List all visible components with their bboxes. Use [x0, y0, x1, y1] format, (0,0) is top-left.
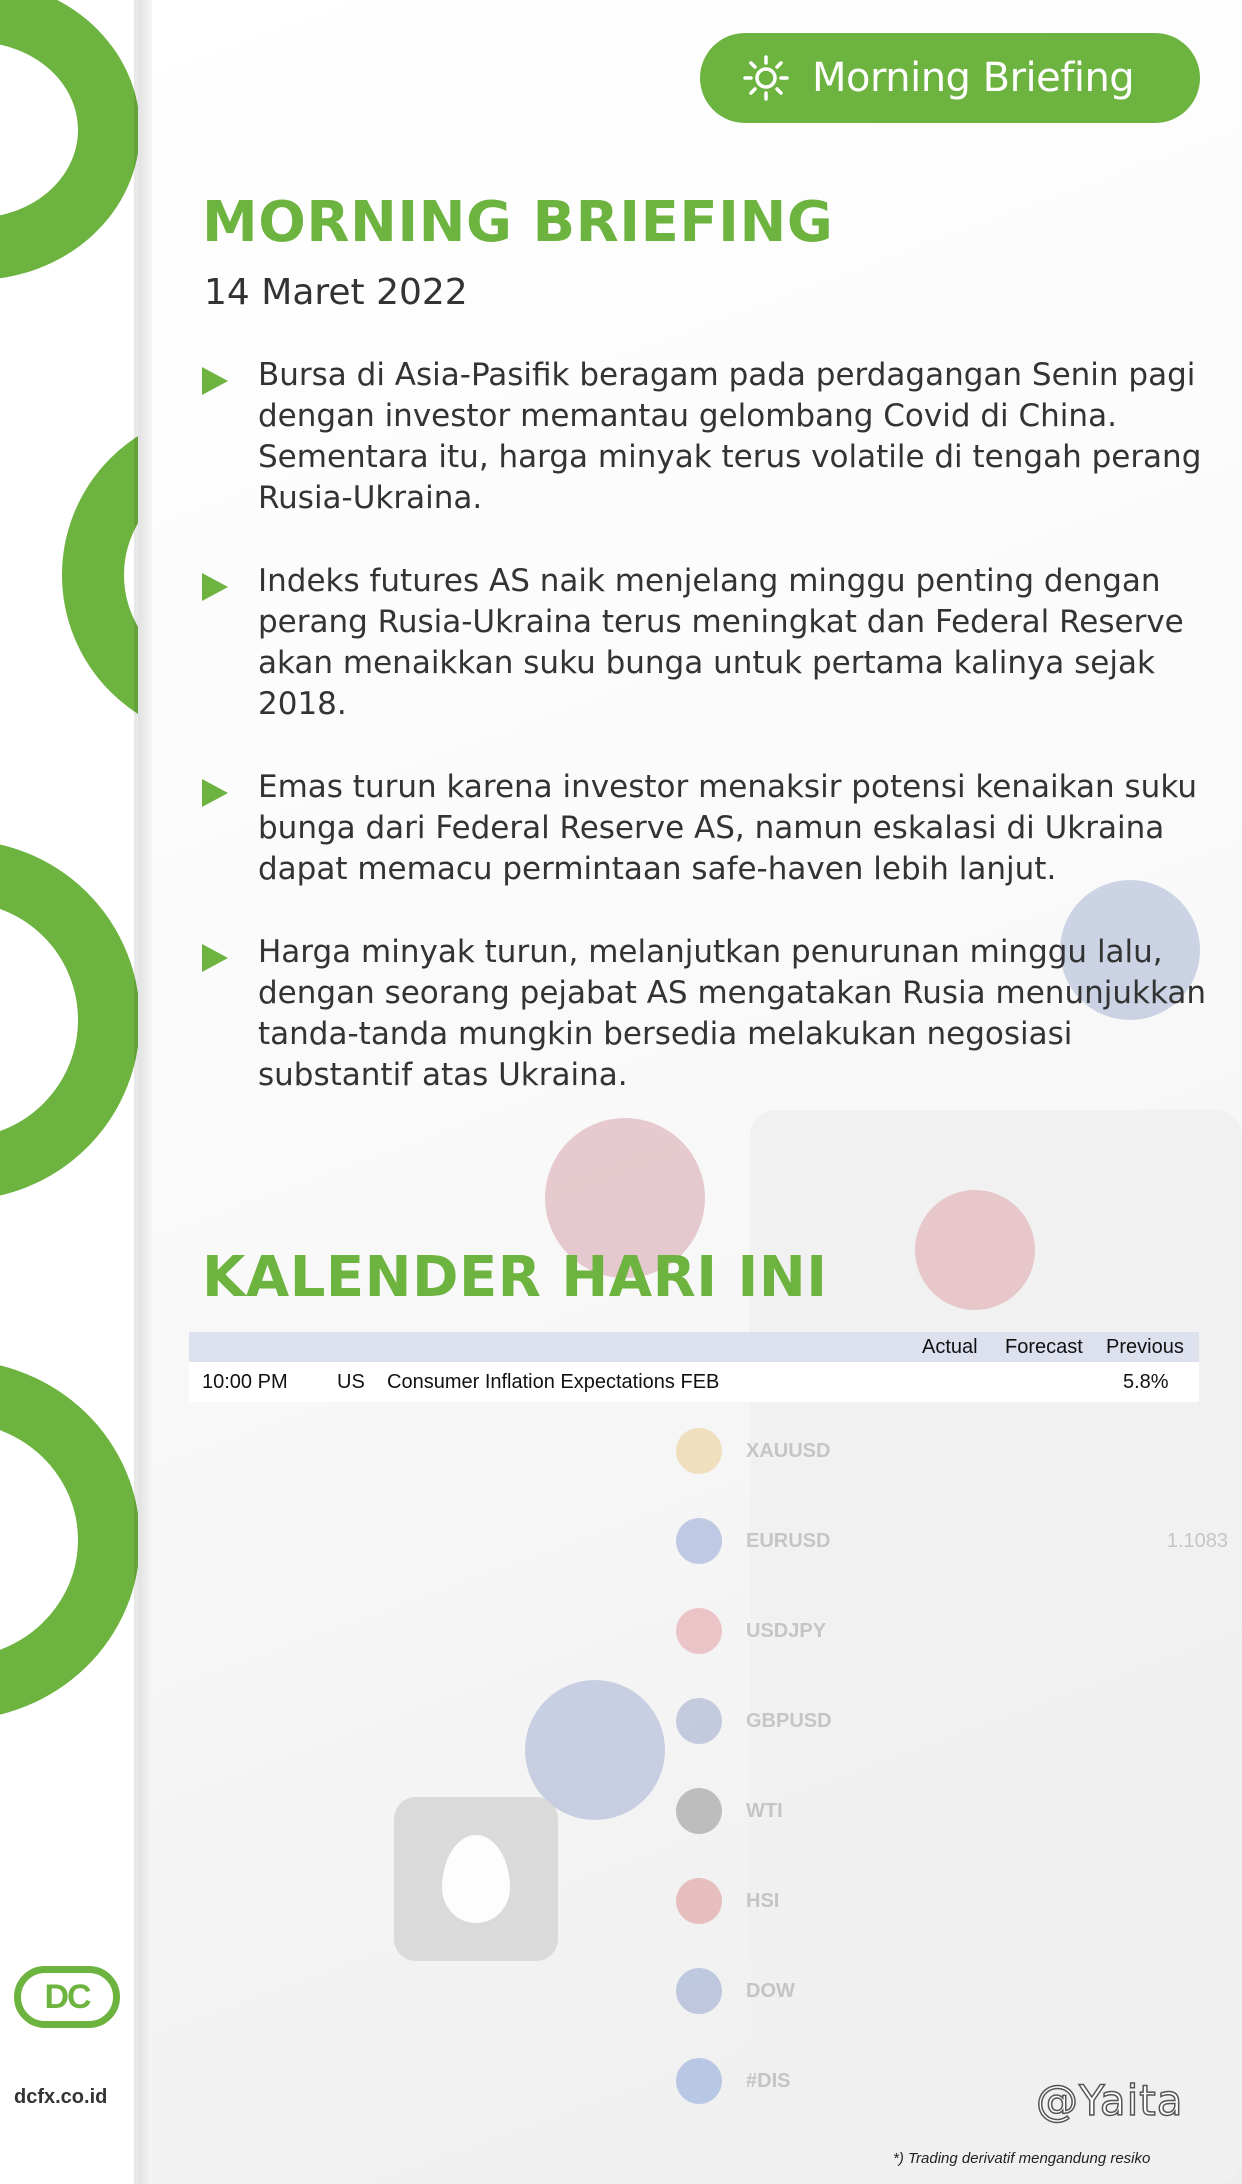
- uk-flag-icon: [676, 1698, 722, 1744]
- decorative-arc: [0, 1360, 138, 1720]
- ghost-quote-row: [676, 1496, 1242, 1586]
- column-header-previous: Previous: [1106, 1336, 1184, 1358]
- event-country: US: [337, 1371, 365, 1393]
- news-bullet-list: [202, 355, 1212, 1138]
- badge-label: Morning Briefing: [812, 55, 1135, 101]
- ghost-quote-symbol: HSI: [746, 1889, 780, 1912]
- column-header-actual: Actual: [922, 1336, 978, 1358]
- ghost-quote-row: [676, 1946, 1242, 2036]
- ghost-quote-row: [676, 1586, 1242, 1676]
- news-bullet-text: Emas turun karena investor menaksir potensi kenaikan suku bunga dari Federal Reserve AS, namun eskalasi di Ukraina dapat memacu permintaan safe-haven lebih lanjut.: [258, 769, 1197, 887]
- news-bullet: [202, 355, 1212, 519]
- oil-drop-tile: [394, 1797, 558, 1961]
- dcfx-logo: [14, 1966, 120, 2028]
- ghost-quote-symbol: EURUSD: [746, 1529, 831, 1552]
- ghost-quote-row: [676, 1766, 1242, 1856]
- calendar-header-row: [189, 1332, 1199, 1362]
- ghost-quote-symbol: GBPUSD: [746, 1709, 832, 1732]
- us-flag-icon: [915, 1190, 1035, 1310]
- calendar-event-row: [189, 1362, 1199, 1402]
- page-title: MORNING BRIEFING: [202, 190, 834, 255]
- calendar-title: KALENDER HARI INI: [202, 1245, 828, 1310]
- ghost-quote-row: [676, 1406, 1242, 1496]
- triangle-bullet-icon: [202, 779, 228, 807]
- eu-flag-icon: [676, 1518, 722, 1564]
- sun-icon: [742, 54, 790, 102]
- ghost-quote-symbol: DOW: [746, 1979, 795, 2002]
- ghost-quote-row: [676, 1676, 1242, 1766]
- event-name: Consumer Inflation Expectations FEB: [387, 1371, 720, 1393]
- decorative-arc: [0, 840, 138, 1200]
- decorative-left-strip: [0, 0, 138, 2184]
- news-bullet: [202, 767, 1212, 890]
- column-header-forecast: Forecast: [1005, 1336, 1083, 1358]
- logo-text: DC: [44, 1977, 90, 2016]
- disney-icon: [676, 2058, 722, 2104]
- news-bullet: [202, 561, 1212, 725]
- ghost-quote-value: 1.1083: [1166, 1529, 1228, 1552]
- decorative-arc: [0, 0, 138, 280]
- triangle-bullet-icon: [202, 367, 228, 395]
- ghost-quote-symbol: WTI: [746, 1799, 783, 1822]
- gold-coin-icon: [676, 1428, 722, 1474]
- us-flag-icon: [676, 1608, 722, 1654]
- triangle-bullet-icon: [202, 573, 228, 601]
- event-previous: 5.8%: [1123, 1371, 1169, 1393]
- news-bullet-text: Harga minyak turun, melanjutkan penurunan minggu lalu, dengan seorang pejabat AS mengatakan Rusia menunjukkan tanda-tanda mungkin bersedia melakukan negosiasi substantif atas Ukraina.: [258, 934, 1206, 1093]
- website-url: dcfx.co.id: [14, 2086, 108, 2108]
- risk-disclaimer: *) Trading derivatif mengandung resiko: [893, 2150, 1151, 2167]
- watermark: @Yaita: [1036, 2076, 1184, 2125]
- decorative-arc: [62, 410, 138, 740]
- calendar-table: [189, 1332, 1199, 1402]
- oil-drop-icon: [442, 1835, 510, 1923]
- news-bullet: [202, 932, 1212, 1096]
- triangle-bullet-icon: [202, 944, 228, 972]
- morning-briefing-badge: [700, 33, 1200, 123]
- briefing-date: 14 Maret 2022: [204, 272, 468, 313]
- oil-icon: [676, 1788, 722, 1834]
- ghost-quote-symbol: XAUUSD: [746, 1439, 831, 1462]
- news-bullet-text: Bursa di Asia-Pasifik beragam pada perdagangan Senin pagi dengan investor memantau gelombang Covid di China. Sementara itu, harga minyak terus volatile di tengah perang Rusia-Ukraina.: [258, 357, 1202, 516]
- ghost-quote-row: [676, 1856, 1242, 1946]
- us-flag-icon: [676, 1968, 722, 2014]
- ghost-quote-symbol: #DIS: [746, 2069, 791, 2092]
- news-bullet-text: Indeks futures AS naik menjelang minggu penting dengan perang Rusia-Ukraina terus meningkat dan Federal Reserve akan menaikkan suku bunga untuk pertama kalinya sejak 2018.: [258, 563, 1184, 722]
- ghost-quote-symbol: USDJPY: [746, 1619, 827, 1642]
- strip-shadow: [134, 0, 152, 2184]
- hong-kong-flag-icon: [676, 1878, 722, 1924]
- event-time: 10:00 PM: [202, 1371, 288, 1393]
